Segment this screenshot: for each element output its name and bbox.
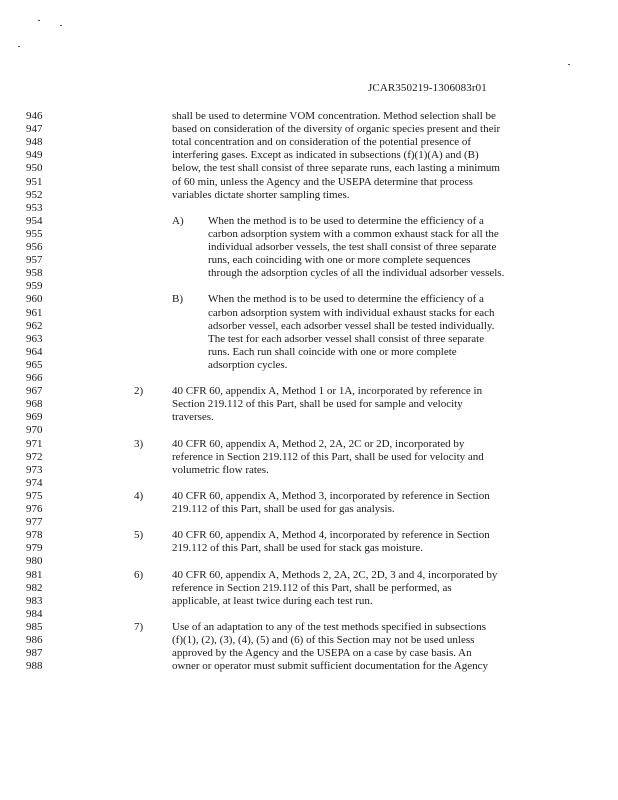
text-line: adsorber vessel, each adsorber vessel shall be tested individually. — [208, 319, 495, 332]
line-number: 970 — [26, 424, 43, 437]
text-line: owner or operator must submit sufficient documentation for the Agency — [172, 660, 488, 673]
line-number: 960 — [26, 293, 43, 306]
line-number: 973 — [26, 463, 43, 476]
text-line: runs. Each run shall coincide with one or more complete — [208, 345, 457, 358]
line-number: 985 — [26, 620, 43, 633]
line-number: 952 — [26, 188, 43, 201]
scan-speck — [60, 25, 62, 26]
text-line: 40 CFR 60, appendix A, Method 1 or 1A, incorporated by reference in — [172, 385, 483, 398]
line-number: 957 — [26, 254, 43, 267]
line-number: 964 — [26, 345, 43, 358]
text-line: applicable, at least twice during each test run. — [172, 594, 373, 607]
line-number: 968 — [26, 398, 43, 411]
text-line: volumetric flow rates. — [172, 463, 269, 476]
line-number: 984 — [26, 607, 43, 620]
item-label: 6) — [134, 568, 144, 581]
text-line: 40 CFR 60, appendix A, Methods 2, 2A, 2C, 2D, 3 and 4, incorporated by — [172, 568, 498, 581]
line-number: 959 — [26, 280, 43, 293]
line-number: 948 — [26, 136, 43, 149]
line-number: 966 — [26, 372, 43, 384]
text-line: reference in Section 219.112 of this Part, shall be used for velocity and — [172, 450, 484, 463]
scan-speck — [18, 46, 20, 47]
line-number: 981 — [26, 568, 43, 581]
text-line: shall be used to determine VOM concentration. Method selection shall be — [172, 110, 496, 122]
item-label: 5) — [134, 529, 144, 542]
text-line: adsorption cycles. — [208, 358, 288, 371]
line-number: 967 — [26, 385, 43, 398]
line-number: 955 — [26, 227, 43, 240]
text-line: of 60 min, unless the Agency and the USEPA determine that process — [172, 175, 473, 188]
line-number: 958 — [26, 267, 43, 280]
line-number: 980 — [26, 555, 43, 568]
document-id: JCAR350219-1306083r01 — [368, 82, 487, 94]
text-line: based on consideration of the diversity of organic species present and their — [172, 123, 501, 136]
text-line: The test for each adsorber vessel shall consist of three separate — [208, 332, 485, 345]
text-line: carbon adsorption system with individual exhaust stacks for each — [208, 306, 495, 319]
line-number: 953 — [26, 201, 43, 214]
text-line: Use of an adaptation to any of the test methods specified in subsections — [172, 620, 487, 633]
line-number: 969 — [26, 411, 43, 424]
item-label: A) — [172, 214, 184, 227]
line-number: 951 — [26, 175, 43, 188]
item-label: 3) — [134, 437, 144, 450]
line-number: 972 — [26, 450, 43, 463]
line-number: 976 — [26, 503, 43, 515]
text-line: 40 CFR 60, appendix A, Method 2, 2A, 2C or 2D, incorporated by — [172, 437, 465, 450]
line-number: 974 — [26, 476, 43, 489]
item-label: 4) — [134, 489, 144, 502]
line-number: 982 — [26, 581, 43, 594]
text-line: 40 CFR 60, appendix A, Method 4, incorporated by reference in Section — [172, 529, 490, 542]
text-line: reference in Section 219.112 of this Part, shall be performed, as — [172, 581, 452, 594]
line-number: 961 — [26, 306, 43, 319]
text-line: When the method is to be used to determine the efficiency of a — [208, 293, 484, 306]
text-line: individual adsorber vessels, the test shall consist of three separate — [208, 241, 497, 253]
text-line: 219.112 of this Part, shall be used for gas analysis. — [172, 503, 395, 515]
text-line: variables dictate shorter sampling times. — [172, 188, 350, 201]
line-number: 977 — [26, 516, 43, 529]
text-line: interfering gases. Except as indicated in subsections (f)(1)(A) and (B) — [172, 149, 479, 162]
line-number: 954 — [26, 214, 43, 227]
line-number: 947 — [26, 123, 43, 136]
text-line: runs, each coinciding with one or more complete sequences — [208, 254, 471, 267]
text-line: through the adsorption cycles of all the individual adsorber vessels. — [208, 267, 505, 280]
text-line: 40 CFR 60, appendix A, Method 3, incorporated by reference in Section — [172, 489, 490, 502]
line-number: 963 — [26, 332, 43, 345]
line-number: 979 — [26, 542, 43, 555]
line-number: 988 — [26, 660, 43, 673]
text-line: carbon adsorption system with a common exhaust stack for all the — [208, 227, 499, 240]
text-line: total concentration and on consideration of the potential presence of — [172, 136, 472, 149]
line-number: 950 — [26, 162, 43, 175]
text-line: When the method is to be used to determine the efficiency of a — [208, 214, 484, 227]
line-number: 962 — [26, 319, 43, 332]
line-number: 971 — [26, 437, 43, 450]
line-number: 949 — [26, 149, 43, 162]
scan-speck — [38, 20, 40, 21]
item-label: 7) — [134, 620, 144, 633]
line-number: 975 — [26, 489, 43, 502]
text-line: traverses. — [172, 411, 214, 424]
line-number: 956 — [26, 241, 43, 253]
line-number: 986 — [26, 634, 43, 646]
line-number: 987 — [26, 647, 43, 660]
line-number: 965 — [26, 358, 43, 371]
line-number: 978 — [26, 529, 43, 542]
text-line: below, the test shall consist of three separate runs, each lasting a minimum — [172, 162, 500, 175]
text-line: Section 219.112 of this Part, shall be used for sample and velocity — [172, 398, 463, 411]
text-line: approved by the Agency and the USEPA on a case by case basis. An — [172, 647, 472, 660]
item-label: 2) — [134, 385, 144, 398]
item-label: B) — [172, 293, 183, 306]
line-number: 983 — [26, 594, 43, 607]
text-line: 219.112 of this Part, shall be used for stack gas moisture. — [172, 542, 424, 555]
scan-speck — [568, 64, 570, 65]
text-line: (f)(1), (2), (3), (4), (5) and (6) of this Section may not be used unless — [172, 634, 475, 646]
line-number: 946 — [26, 110, 43, 122]
